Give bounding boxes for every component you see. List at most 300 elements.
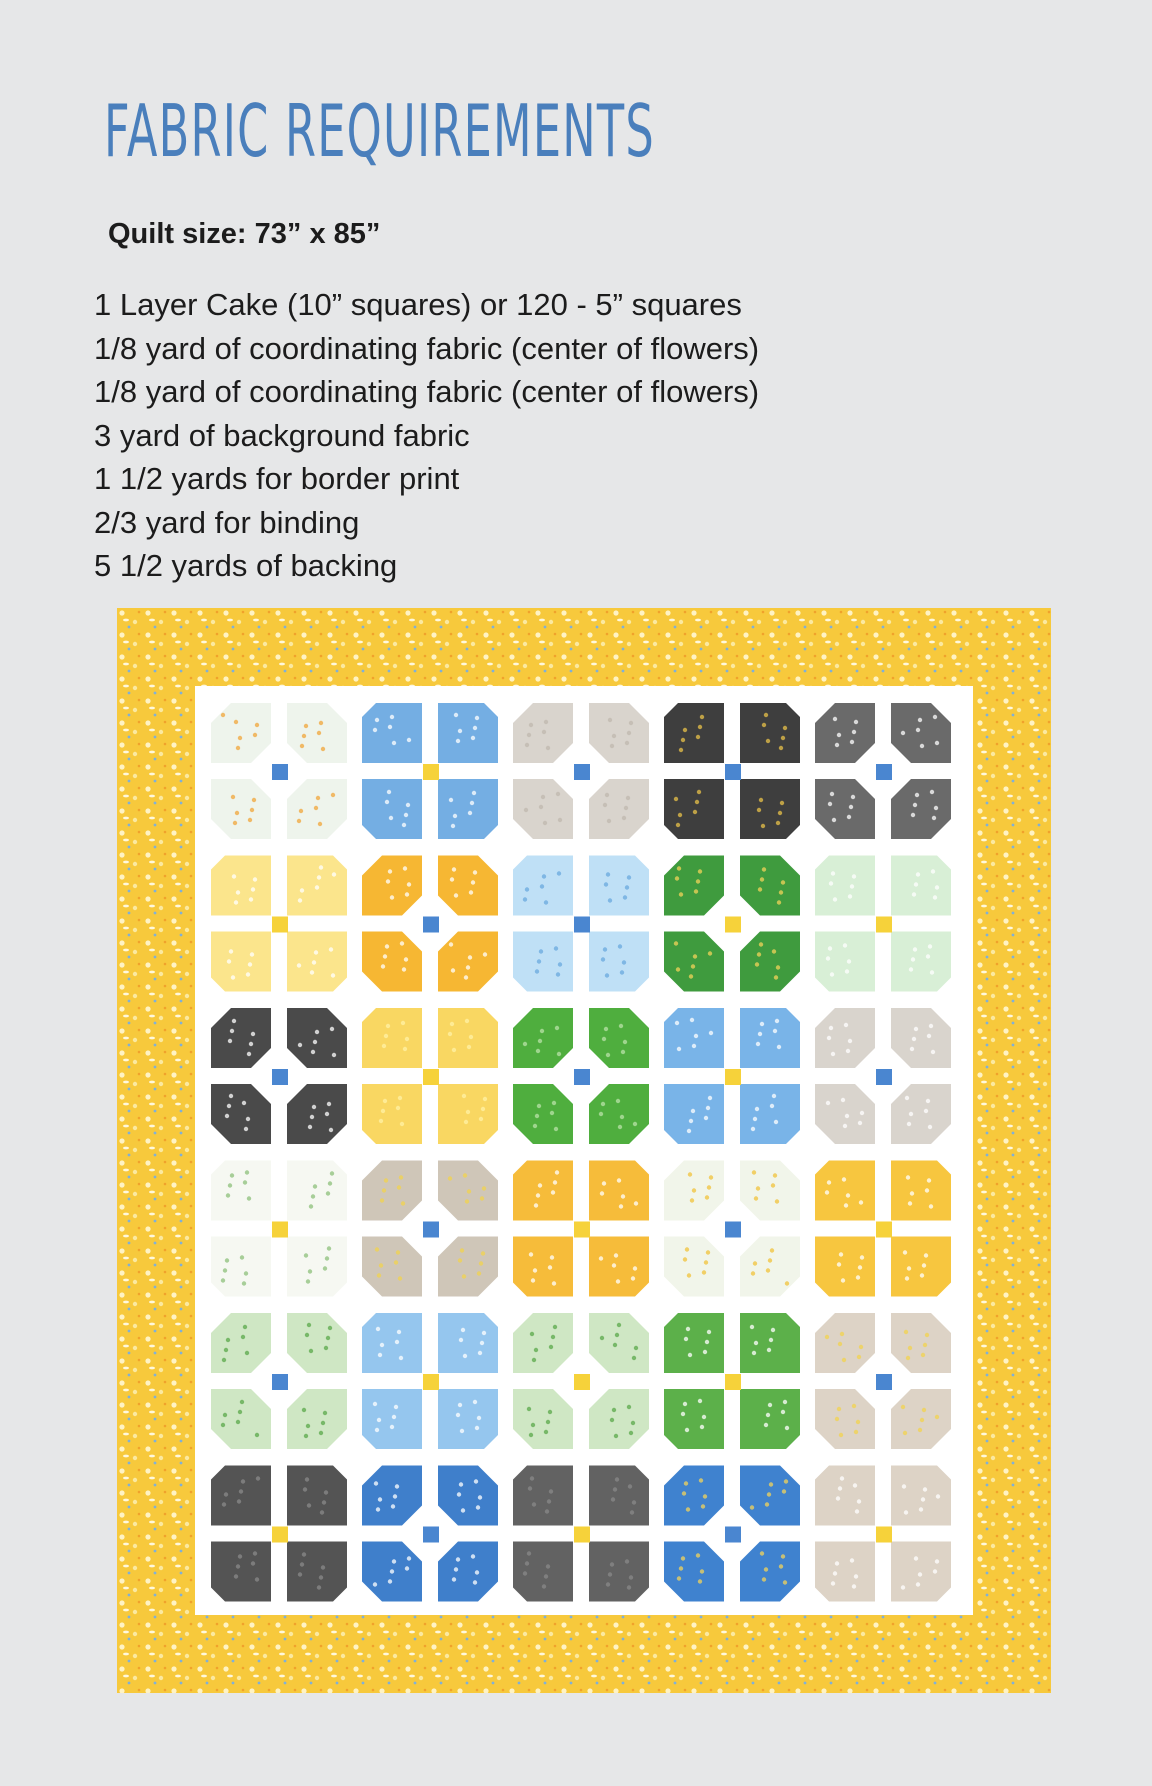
fabric-print-dot xyxy=(228,1183,232,1187)
fabric-print-dot xyxy=(537,959,541,963)
fabric-print-dot xyxy=(448,1032,452,1036)
fabric-print-dot xyxy=(695,800,699,804)
fabric-print-dot xyxy=(844,1203,848,1207)
fabric-print-dot xyxy=(752,1351,756,1355)
fabric-print-dot xyxy=(234,720,238,724)
flower-center xyxy=(272,917,288,933)
fabric-print-dot xyxy=(245,1351,249,1355)
fabric-print-dot xyxy=(330,1171,334,1175)
fabric-print-dot xyxy=(826,956,830,960)
flower-center xyxy=(272,1069,288,1085)
fabric-print-dot xyxy=(543,821,547,825)
fabric-print-dot xyxy=(922,1263,926,1267)
fabric-print-dot xyxy=(913,803,917,807)
fabric-print-dot xyxy=(389,816,393,820)
fabric-print-dot xyxy=(627,731,631,735)
fabric-print-dot xyxy=(557,871,561,875)
fabric-print-dot xyxy=(554,946,558,950)
fabric-print-dot xyxy=(382,1188,386,1192)
fabric-print-dot xyxy=(681,738,685,742)
fabric-print-dot xyxy=(390,1569,394,1573)
fabric-print-dot xyxy=(327,1102,331,1106)
petal xyxy=(211,1466,271,1526)
fabric-print-dot xyxy=(625,741,629,745)
fabric-print-dot xyxy=(406,803,410,807)
fabric-print-dot xyxy=(327,1246,331,1250)
petal xyxy=(815,856,875,916)
fabric-print-dot xyxy=(245,1170,249,1174)
fabric-print-dot xyxy=(225,1258,229,1262)
fabric-print-dot xyxy=(251,1561,255,1565)
fabric-print-dot xyxy=(859,1345,863,1349)
fabric-print-dot xyxy=(248,818,252,822)
fabric-print-dot xyxy=(852,1404,856,1408)
fabric-print-dot xyxy=(683,1402,687,1406)
fabric-print-dot xyxy=(404,957,408,961)
fabric-print-dot xyxy=(542,730,546,734)
fabric-print-dot xyxy=(394,1260,398,1264)
fabric-print-dot xyxy=(386,1024,390,1028)
fabric-print-dot xyxy=(395,1484,399,1488)
fabric-print-dot xyxy=(481,1251,485,1255)
fabric-print-dot xyxy=(236,1564,240,1568)
fabric-print-dot xyxy=(402,967,406,971)
fabric-print-dot xyxy=(838,1342,842,1346)
fabric-print-dot xyxy=(610,1418,614,1422)
fabric-print-dot xyxy=(684,1481,688,1485)
fabric-print-dot xyxy=(842,1358,846,1362)
fabric-print-dot xyxy=(247,1052,251,1056)
fabric-print-dot xyxy=(475,1426,479,1430)
fabric-print-dot xyxy=(555,1026,559,1030)
fabric-print-dot xyxy=(222,1358,226,1362)
fabric-print-dot xyxy=(621,1050,625,1054)
fabric-print-dot xyxy=(376,1507,380,1511)
fabric-print-dot xyxy=(392,741,396,745)
fabric-print-dot xyxy=(828,946,832,950)
fabric-print-dot xyxy=(927,1178,931,1182)
fabric-print-dot xyxy=(331,793,335,797)
fabric-print-dot xyxy=(826,1101,830,1105)
fabric-print-dot xyxy=(532,1502,536,1506)
fabric-print-dot xyxy=(626,796,630,800)
fabric-print-dot xyxy=(831,871,835,875)
fabric-print-dot xyxy=(918,718,922,722)
flower-center xyxy=(272,1222,288,1238)
fabric-print-dot xyxy=(391,1504,395,1508)
fabric-print-dot xyxy=(397,1330,401,1334)
fabric-print-dot xyxy=(785,1281,789,1285)
fabric-print-dot xyxy=(771,1328,775,1332)
petal xyxy=(740,1313,800,1373)
fabric-print-dot xyxy=(460,1429,464,1433)
fabric-print-dot xyxy=(381,1109,385,1113)
fabric-print-dot xyxy=(480,1196,484,1200)
fabric-print-dot xyxy=(615,1333,619,1337)
fabric-print-dot xyxy=(606,1053,610,1057)
fabric-print-dot xyxy=(683,728,687,732)
fabric-print-dot xyxy=(932,816,936,820)
fabric-print-dot xyxy=(772,1094,776,1098)
fabric-print-dot xyxy=(910,1047,914,1051)
fabric-print-dot xyxy=(382,1044,386,1048)
fabric-print-dot xyxy=(604,882,608,886)
fabric-print-dot xyxy=(320,1510,324,1514)
fabric-print-dot xyxy=(696,735,700,739)
fabric-print-dot xyxy=(317,875,321,879)
fabric-print-dot xyxy=(750,1325,754,1329)
fabric-print-dot xyxy=(847,959,851,963)
fabric-print-dot xyxy=(935,1559,939,1563)
fabric-print-dot xyxy=(256,1476,260,1480)
fabric-print-dot xyxy=(923,1487,927,1491)
flower-center xyxy=(574,764,590,780)
fabric-print-dot xyxy=(483,1097,487,1101)
fabric-print-dot xyxy=(535,1114,539,1118)
fabric-print-dot xyxy=(854,1430,858,1434)
fabric-print-dot xyxy=(246,1117,250,1121)
fabric-print-dot xyxy=(623,895,627,899)
fabric-print-dot xyxy=(854,1574,858,1578)
fabric-print-dot xyxy=(829,881,833,885)
fabric-print-dot xyxy=(328,1181,332,1185)
fabric-print-dot xyxy=(451,824,455,828)
fabric-print-dot xyxy=(689,974,693,978)
petal xyxy=(664,1008,724,1068)
fabric-print-dot xyxy=(546,746,550,750)
fabric-print-dot xyxy=(603,803,607,807)
fabric-print-dot xyxy=(473,726,477,730)
fabric-print-dot xyxy=(914,882,918,886)
fabric-print-dot xyxy=(377,1418,381,1422)
fabric-print-dot xyxy=(547,1499,551,1503)
fabric-print-dot xyxy=(933,715,937,719)
petal xyxy=(362,1008,422,1068)
fabric-print-dot xyxy=(784,1479,788,1483)
petal xyxy=(362,703,422,763)
fabric-print-dot xyxy=(860,1111,864,1115)
fabric-print-dot xyxy=(920,744,924,748)
fabric-print-dot xyxy=(630,1510,634,1514)
fabric-print-dot xyxy=(611,1497,615,1501)
fabric-print-dot xyxy=(396,1250,400,1254)
flower-center xyxy=(423,1374,439,1390)
fabric-print-dot xyxy=(777,1045,781,1049)
fabric-print-dot xyxy=(374,1481,378,1485)
fabric-print-dot xyxy=(537,1104,541,1108)
fabric-print-dot xyxy=(453,814,457,818)
fabric-print-dot xyxy=(608,718,612,722)
fabric-print-dot xyxy=(840,1332,844,1336)
fabric-print-dot xyxy=(776,965,780,969)
fabric-print-dot xyxy=(677,866,681,870)
fabric-print-dot xyxy=(903,1250,907,1254)
fabric-print-dot xyxy=(319,721,323,725)
fabric-print-dot xyxy=(529,723,533,727)
petal xyxy=(438,1313,498,1373)
fabric-print-dot xyxy=(845,1114,849,1118)
petal xyxy=(287,1466,347,1526)
fabric-print-dot xyxy=(552,1101,556,1105)
fabric-print-dot xyxy=(604,1027,608,1031)
requirement-item: 1/8 yard of coordinating fabric (center of flowers) xyxy=(94,330,760,366)
fabric-print-dot xyxy=(235,811,239,815)
petal xyxy=(513,932,573,992)
fabric-print-dot xyxy=(458,1258,462,1262)
fabric-print-dot xyxy=(523,1042,527,1046)
fabric-print-dot xyxy=(553,1325,557,1329)
fabric-print-dot xyxy=(612,1263,616,1267)
fabric-print-dot xyxy=(479,1261,483,1265)
fabric-print-dot xyxy=(600,1191,604,1195)
fabric-print-dot xyxy=(762,867,766,871)
fabric-print-dot xyxy=(926,1099,930,1103)
fabric-print-dot xyxy=(381,964,385,968)
fabric-print-dot xyxy=(478,1351,482,1355)
petal xyxy=(589,1237,649,1297)
flower-center xyxy=(423,764,439,780)
fabric-print-dot xyxy=(388,725,392,729)
fabric-print-dot xyxy=(458,729,462,733)
fabric-print-dot xyxy=(310,1115,314,1119)
fabric-print-dot xyxy=(610,1562,614,1566)
fabric-print-dot xyxy=(704,1260,708,1264)
fabric-print-dot xyxy=(524,808,528,812)
fabric-print-dot xyxy=(934,806,938,810)
fabric-print-dot xyxy=(846,1049,850,1053)
fabric-print-dot xyxy=(756,1186,760,1190)
fabric-print-dot xyxy=(243,1180,247,1184)
fabric-print-dot xyxy=(629,721,633,725)
fabric-print-dot xyxy=(464,1120,468,1124)
fabric-print-dot xyxy=(783,1400,787,1404)
petal xyxy=(287,932,347,992)
fabric-print-dot xyxy=(463,1354,467,1358)
petal xyxy=(589,932,649,992)
fabric-print-dot xyxy=(318,822,322,826)
fabric-print-dot xyxy=(388,869,392,873)
fabric-print-dot xyxy=(329,947,333,951)
flower-center xyxy=(423,1222,439,1238)
fabric-print-dot xyxy=(227,1104,231,1108)
flower-center xyxy=(876,1374,892,1390)
fabric-print-dot xyxy=(910,1191,914,1195)
fabric-print-dot xyxy=(405,1566,409,1570)
fabric-print-dot xyxy=(851,795,855,799)
fabric-print-dot xyxy=(236,890,240,894)
fabric-print-dot xyxy=(606,1582,610,1586)
fabric-print-dot xyxy=(838,1486,842,1490)
fabric-print-dot xyxy=(779,1564,783,1568)
fabric-print-dot xyxy=(852,730,856,734)
fabric-print-dot xyxy=(393,1494,397,1498)
fabric-print-dot xyxy=(466,1110,470,1114)
fabric-print-dot xyxy=(298,898,302,902)
fabric-print-dot xyxy=(536,1049,540,1053)
fabric-print-dot xyxy=(698,1399,702,1403)
fabric-print-dot xyxy=(920,1418,924,1422)
fabric-print-dot xyxy=(471,1554,475,1558)
fabric-print-dot xyxy=(469,1035,473,1039)
fabric-print-dot xyxy=(555,1170,559,1174)
fabric-print-dot xyxy=(852,1584,856,1588)
petal xyxy=(513,1466,573,1526)
fabric-print-dot xyxy=(617,1178,621,1182)
fabric-print-dot xyxy=(909,967,913,971)
fabric-print-dot xyxy=(242,1101,246,1105)
fabric-print-dot xyxy=(773,1029,777,1033)
fabric-print-dot xyxy=(703,1350,707,1354)
fabric-print-dot xyxy=(632,1500,636,1504)
fabric-print-dot xyxy=(765,1502,769,1506)
fabric-print-dot xyxy=(456,739,460,743)
fabric-print-dot xyxy=(776,821,780,825)
fabric-print-dot xyxy=(688,1172,692,1176)
fabric-print-dot xyxy=(615,1477,619,1481)
fabric-print-dot xyxy=(400,1122,404,1126)
fabric-print-dot xyxy=(844,1023,848,1027)
fabric-print-dot xyxy=(541,795,545,799)
fabric-print-dot xyxy=(542,874,546,878)
fabric-print-dot xyxy=(599,1256,603,1260)
petal xyxy=(211,1542,271,1602)
fabric-print-dot xyxy=(471,880,475,884)
fabric-print-dot xyxy=(548,1265,552,1269)
fabric-print-dot xyxy=(915,793,919,797)
fabric-print-dot xyxy=(675,1021,679,1025)
fabric-print-dot xyxy=(549,1345,553,1349)
fabric-print-dot xyxy=(253,877,257,881)
fabric-print-dot xyxy=(848,1039,852,1043)
petal xyxy=(815,1466,875,1526)
fabric-print-dot xyxy=(223,1413,227,1417)
fabric-print-dot xyxy=(858,1265,862,1269)
fabric-print-dot xyxy=(386,879,390,883)
fabric-print-dot xyxy=(452,867,456,871)
fabric-print-dot xyxy=(471,736,475,740)
fabric-print-dot xyxy=(317,1585,321,1589)
fabric-print-dot xyxy=(380,1198,384,1202)
flower-center xyxy=(876,764,892,780)
fabric-print-dot xyxy=(475,1570,479,1574)
fabric-print-dot xyxy=(314,950,318,954)
fabric-print-dot xyxy=(755,962,759,966)
fabric-print-dot xyxy=(632,1356,636,1360)
fabric-print-dot xyxy=(464,975,468,979)
fabric-print-dot xyxy=(307,1323,311,1327)
fabric-print-dot xyxy=(467,1045,471,1049)
fabric-print-dot xyxy=(323,1266,327,1270)
fabric-print-dot xyxy=(534,1203,538,1207)
fabric-print-dot xyxy=(246,972,250,976)
fabric-print-dot xyxy=(545,1509,549,1513)
fabric-print-dot xyxy=(708,1096,712,1100)
petal xyxy=(589,1161,649,1221)
fabric-print-dot xyxy=(321,1565,325,1569)
fabric-print-dot xyxy=(699,1478,703,1482)
fabric-print-dot xyxy=(459,1338,463,1342)
fabric-print-dot xyxy=(693,954,697,958)
flower-center xyxy=(725,1374,741,1390)
fabric-print-dot xyxy=(315,1030,319,1034)
fabric-print-dot xyxy=(833,897,837,901)
fabric-print-dot xyxy=(390,1425,394,1429)
fabric-print-dot xyxy=(845,969,849,973)
fabric-print-dot xyxy=(760,1551,764,1555)
fabric-print-dot xyxy=(324,1490,328,1494)
flower-center xyxy=(423,1527,439,1543)
fabric-print-dot xyxy=(321,747,325,751)
fabric-print-dot xyxy=(385,944,389,948)
fabric-print-dot xyxy=(835,1417,839,1421)
fabric-print-dot xyxy=(628,1484,632,1488)
fabric-print-dot xyxy=(311,1194,315,1198)
fabric-print-dot xyxy=(601,1102,605,1106)
fabric-print-dot xyxy=(905,1276,909,1280)
fabric-print-dot xyxy=(309,1349,313,1353)
fabric-print-dot xyxy=(902,1484,906,1488)
petal xyxy=(287,1542,347,1602)
fabric-print-dot xyxy=(825,1335,829,1339)
fabric-print-dot xyxy=(456,1557,460,1561)
fabric-print-dot xyxy=(548,1410,552,1414)
fabric-print-dot xyxy=(678,813,682,817)
fabric-print-dot xyxy=(613,1343,617,1347)
fabric-print-dot xyxy=(634,1346,638,1350)
fabric-print-dot xyxy=(249,1042,253,1046)
fabric-print-dot xyxy=(469,890,473,894)
fabric-print-dot xyxy=(768,1258,772,1262)
fabric-print-dot xyxy=(691,1109,695,1113)
fabric-print-dot xyxy=(687,1129,691,1133)
fabric-print-dot xyxy=(607,819,611,823)
petal xyxy=(287,1161,347,1221)
flower-center xyxy=(876,1069,892,1085)
fabric-print-dot xyxy=(452,1048,456,1052)
fabric-print-dot xyxy=(855,1509,859,1513)
fabric-print-dot xyxy=(773,1173,777,1177)
petal xyxy=(891,1542,951,1602)
fabric-print-dot xyxy=(930,790,934,794)
fabric-print-dot xyxy=(916,1582,920,1586)
fabric-print-dot xyxy=(839,1433,843,1437)
fabric-print-dot xyxy=(530,1332,534,1336)
fabric-print-dot xyxy=(908,1346,912,1350)
fabric-print-dot xyxy=(687,1273,691,1277)
petal xyxy=(664,1389,724,1449)
fabric-print-dot xyxy=(461,1328,465,1332)
fabric-print-dot xyxy=(780,801,784,805)
fabric-print-dot xyxy=(700,1425,704,1429)
fabric-print-dot xyxy=(473,1580,477,1584)
fabric-print-dot xyxy=(536,1193,540,1197)
fabric-print-dot xyxy=(681,1412,685,1416)
fabric-print-dot xyxy=(692,1188,696,1192)
fabric-print-dot xyxy=(527,1407,531,1411)
requirement-item: 2/3 yard for binding xyxy=(94,504,360,540)
fabric-print-dot xyxy=(777,900,781,904)
fabric-print-dot xyxy=(378,1497,382,1501)
fabric-print-dot xyxy=(694,889,698,893)
fabric-print-dot xyxy=(616,1099,620,1103)
fabric-print-dot xyxy=(529,1433,533,1437)
fabric-print-dot xyxy=(224,1348,228,1352)
petal xyxy=(815,1161,875,1221)
fabric-print-dot xyxy=(221,1278,225,1282)
fabric-print-dot xyxy=(933,1569,937,1573)
fabric-print-dot xyxy=(754,1196,758,1200)
fabric-print-dot xyxy=(474,1479,478,1483)
